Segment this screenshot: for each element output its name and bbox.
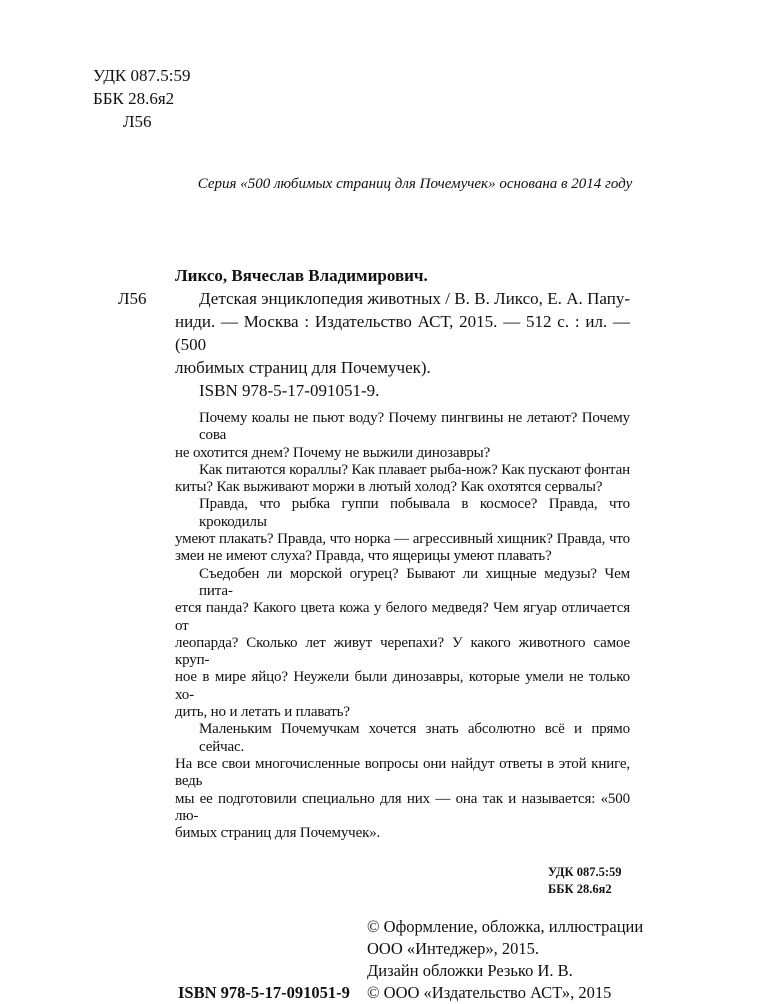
copyright-line: ООО «Интеджер», 2015. (367, 939, 539, 959)
bibliographic-record (175, 264, 630, 402)
annotation-line: леопарда? Сколько лет живут черепахи? У какого животного самое круп- (175, 634, 630, 669)
annotation-line: умеют плакать? Правда, что норка — агрессивный хищник? Правда, что (175, 531, 630, 548)
isbn: ISBN 978-5-17-091051-9. (199, 381, 380, 400)
description-line: Детская энциклопедия животных / В. В. Ликсо, Е. А. Папу- (199, 289, 630, 308)
copyright-block (367, 916, 643, 1004)
annotation-line: Правда, что рыбка гуппи побывала в космосе? Правда, что крокодилы (199, 496, 630, 530)
annotation-line: Как питаются кораллы? Как плавает рыба-нож? Как пускают фонтан (199, 461, 630, 478)
annotation-line: Почему коалы не пьют воду? Почему пингвины не летают? Почему сова (199, 410, 630, 444)
annotation-line: змеи не имеют слуха? Правда, что ящерицы умеют плавать? (175, 548, 552, 565)
annotation-line: киты? Как выживают моржи в лютый холод? Как охотятся сервалы? (175, 479, 603, 496)
classification-block (93, 64, 759, 133)
bbk-code: ББК 28.6я2 (548, 882, 612, 897)
annotation-line: мы ее подготовили специально для них — она так и называется: «500 лю- (175, 790, 630, 824)
annotation-line: бимых страниц для Почемучек». (175, 825, 381, 842)
annotation-line: Маленьким Почемучкам хочется знать абсолютно всё и прямо сейчас. (199, 721, 630, 755)
record-section (0, 264, 759, 842)
description-line: любимых страниц для Почемучек). (175, 358, 431, 377)
record-main (175, 264, 630, 842)
classification-right (548, 864, 759, 898)
annotation-line: ется панда? Какого цвета кожа у белого медведя? Чем ягуар отличается от (175, 600, 630, 634)
annotation-line: ное в мире яйцо? Неужели были динозавры, которые умели не только хо- (175, 669, 630, 703)
annotation-line: На все свои многочисленные вопросы они найдут ответы в этой книге, ведь (175, 755, 630, 790)
description-line: ниди. — Москва : Издательство АСТ, 2015. — 512 с. : ил. — (500 (175, 312, 630, 354)
annotation-line: не охотится днем? Почему не выжили динозавры? (175, 444, 491, 461)
series-note: Серия «500 любимых страниц для Почемучек» основана в 2014 году (197, 176, 633, 192)
author-name: Ликсо, Вячеслав Владимирович. (175, 266, 428, 285)
copyright-line: © ООО «Издательство АСТ», 2015 (367, 983, 612, 1003)
udk-code: УДК 087.5:59 (93, 66, 191, 85)
copyright-line: © Оформление, обложка, иллюстрации (367, 917, 644, 937)
author-code: Л56 (123, 112, 152, 131)
author-code-margin: Л56 (118, 289, 147, 308)
annotation-line: Съедобен ли морской огурец? Бывают ли хищные медузы? Чем пита- (199, 565, 630, 599)
bbk-code: ББК 28.6я2 (93, 89, 175, 108)
isbn-bottom: ISBN 978-5-17-091051-9 (178, 983, 350, 1003)
copyright-line: Дизайн обложки Резько И. В. (367, 961, 573, 981)
annotation (175, 410, 630, 842)
udk-code: УДК 087.5:59 (548, 865, 622, 880)
annotation-line: дить, но и летать и плавать? (175, 704, 350, 721)
bottom-section (0, 916, 759, 1004)
